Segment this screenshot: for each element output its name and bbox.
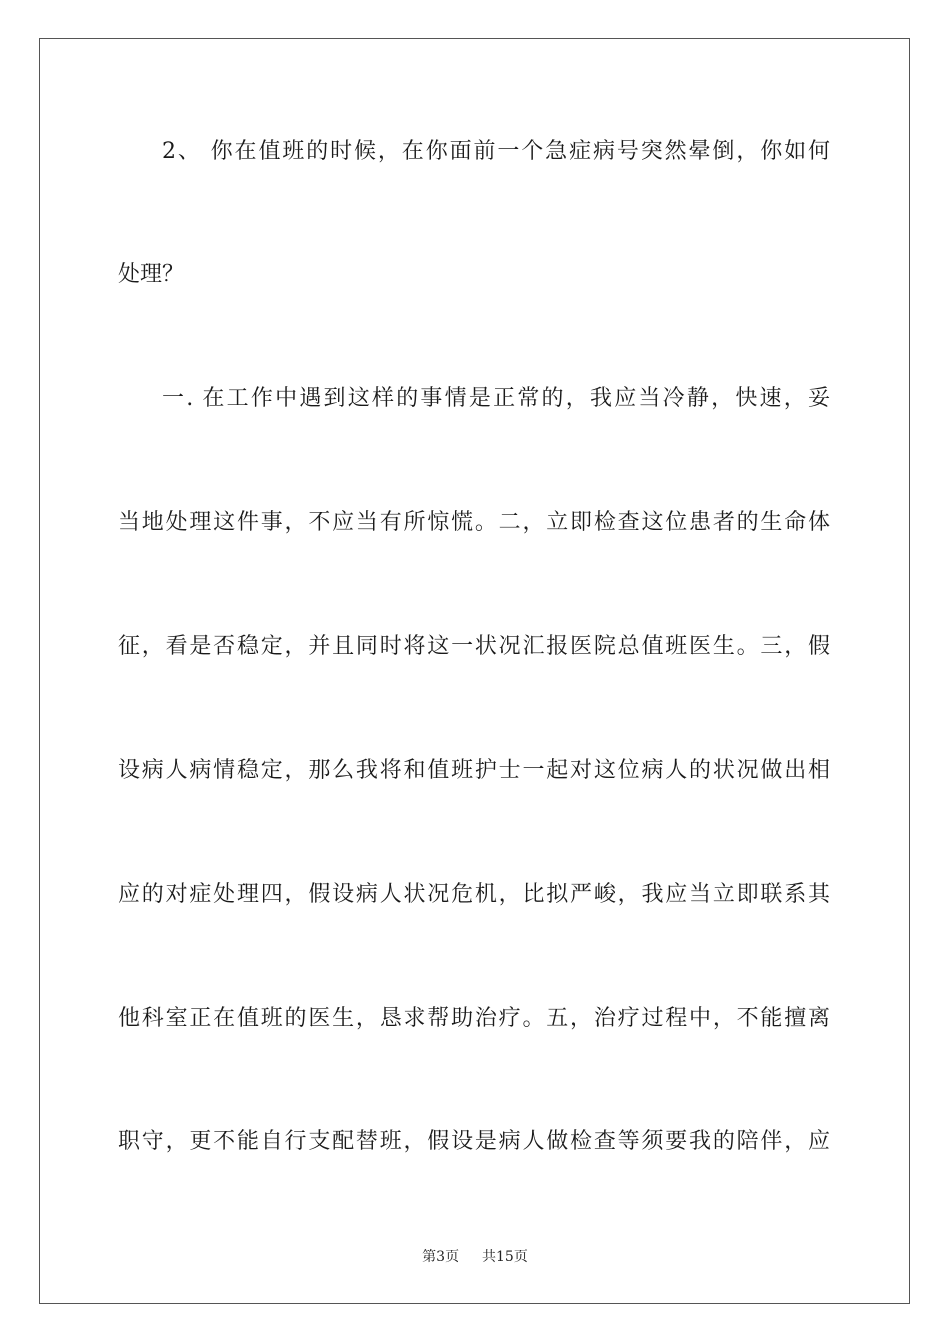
answer-line-1: 一. 在工作中遇到这样的事情是正常的，我应当冷静，快速，妥 (162, 386, 830, 411)
answer-line-6: 他科室正在值班的医生，恳求帮助治疗。五，治疗过程中，不能擅离 (118, 1006, 830, 1031)
page-total: 共15页 (482, 1249, 528, 1265)
question-line-2: 处理？ (118, 262, 185, 287)
answer-line-3: 征，看是否稳定，并且同时将这一状况汇报医院总值班医生。三，假 (118, 634, 830, 659)
answer-line-2: 当地处理这件事，不应当有所惊慌。二，立即检查这位患者的生命体 (118, 510, 830, 535)
answer-line-7: 职守，更不能自行支配替班，假设是病人做检查等须要我的陪伴，应 (118, 1129, 830, 1154)
page-footer (0, 1248, 950, 1266)
question-line-1: 2、 你在值班的时候，在你面前一个急症病号突然晕倒，你如何 (162, 139, 830, 164)
answer-line-4: 设病人病情稳定，那么我将和值班护士一起对这位病人的状况做出相 (118, 758, 830, 783)
answer-line-5: 应的对症处理四，假设病人状况危机，比拟严峻，我应当立即联系其 (118, 882, 830, 907)
page-number: 第3页 (422, 1249, 460, 1265)
page-border (39, 38, 910, 1304)
